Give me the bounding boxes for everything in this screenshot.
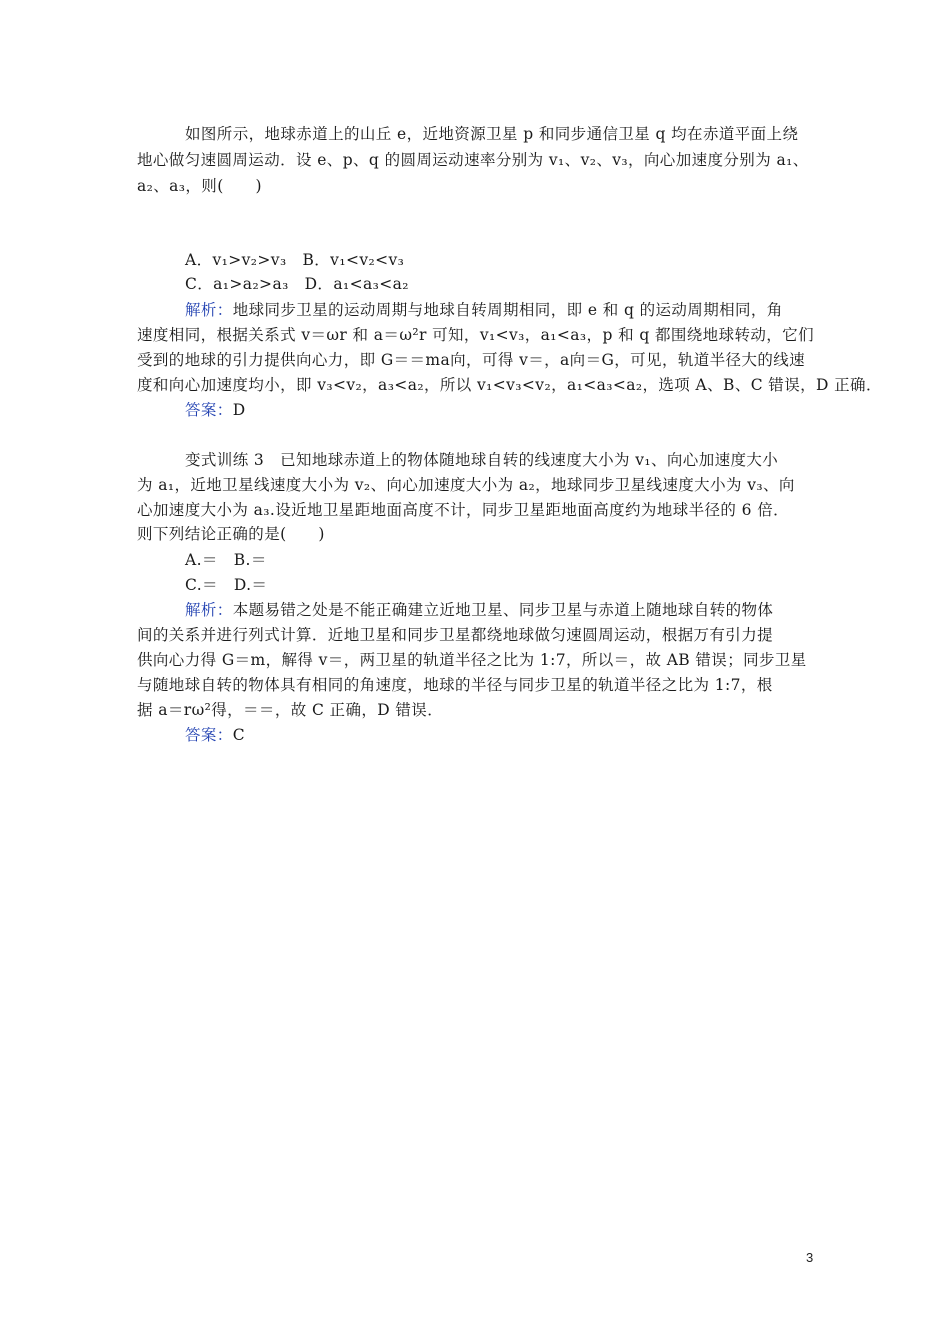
analysis-text: 地球同步卫星的运动周期与地球自转周期相同，即 e 和 q 的运动周期相同，角 (232, 301, 783, 319)
variant-analysis-line: 据 a＝rω²得，＝＝，故 C 正确，D 错误． (137, 701, 444, 719)
analysis-line: 受到的地球的引力提供向心力，即 G＝＝ma向，可得 v＝，a向＝G，可见，轨道半径大的线速 (137, 351, 806, 369)
variant-answer-value: C (232, 726, 245, 744)
variant-stem-line: 则下列结论正确的是( ) (137, 525, 325, 543)
variant-options-line: C.＝ D.＝ (185, 576, 268, 594)
question-options-line: A．v₁>v₂>v₃ B．v₁<v₂<v₃ (185, 251, 405, 269)
variant-answer-label: 答案： (185, 726, 233, 744)
variant-analysis-line: 间的关系并进行列式计算．近地卫星和同步卫星都绕地球做匀速圆周运动，根据万有引力提 (137, 626, 774, 644)
variant-analysis-text: 本题易错之处是不能正确建立近地卫星、同步卫星与赤道上随地球自转的物体 (232, 601, 774, 619)
answer-value: D (232, 401, 246, 419)
analysis-line (185, 298, 865, 322)
variant-analysis-label: 解析： (185, 601, 233, 619)
question-options-line: C．a₁>a₂>a₃ D．a₁<a₃<a₂ (185, 275, 409, 293)
question-stem-line: a₂、a₃，则( ) (137, 177, 262, 195)
analysis-line: 速度相同，根据关系式 v＝ωr 和 a＝ω²r 可知，v₁<v₃，a₁<a₃，p 和 q 都围绕地球转动，它们 (137, 326, 814, 344)
question-stem-line: 地心做匀速圆周运动．设 e、p、q 的圆周运动速率分别为 v₁、v₂、v₃，向心加速度分别为 a₁、 (137, 151, 809, 169)
answer-line (185, 398, 865, 422)
variant-stem-line: 为 a₁，近地卫星线速度大小为 v₂、向心加速度大小为 a₂，地球同步卫星线速度大小为 v₃、向 (137, 476, 795, 494)
variant-stem-line: 心加速度大小为 a₃.设近地卫星距地面高度不计，同步卫星距地面高度约为地球半径的 6 倍． (137, 501, 790, 519)
variant-stem-line: 变式训练 3 已知地球赤道上的物体随地球自转的线速度大小为 v₁、向心加速度大小 (185, 451, 779, 469)
variant-answer-line (185, 723, 865, 747)
answer-label: 答案： (185, 401, 233, 419)
variant-options-line: A.＝ B.＝ (185, 551, 267, 569)
page-number: 3 (806, 1250, 814, 1265)
variant-analysis-line: 供向心力得 G＝m，解得 v＝，两卫星的轨道半径之比为 1:7，所以＝，故 AB 错误；同步卫星 (137, 651, 807, 669)
variant-analysis-line: 与随地球自转的物体具有相同的角速度，地球的半径与同步卫星的轨道半径之比为 1:7，根 (137, 676, 773, 694)
question-stem-line: 如图所示，地球赤道上的山丘 e，近地资源卫星 p 和同步通信卫星 q 均在赤道平面上绕 (185, 125, 799, 143)
analysis-line: 度和向心加速度均小，即 v₃<v₂，a₃<a₂，所以 v₁<v₃<v₂，a₁<a₃<a₂，选项 A、B、C 错误，D 正确． (137, 376, 882, 394)
analysis-label: 解析： (185, 301, 233, 319)
variant-analysis-line (185, 598, 865, 622)
